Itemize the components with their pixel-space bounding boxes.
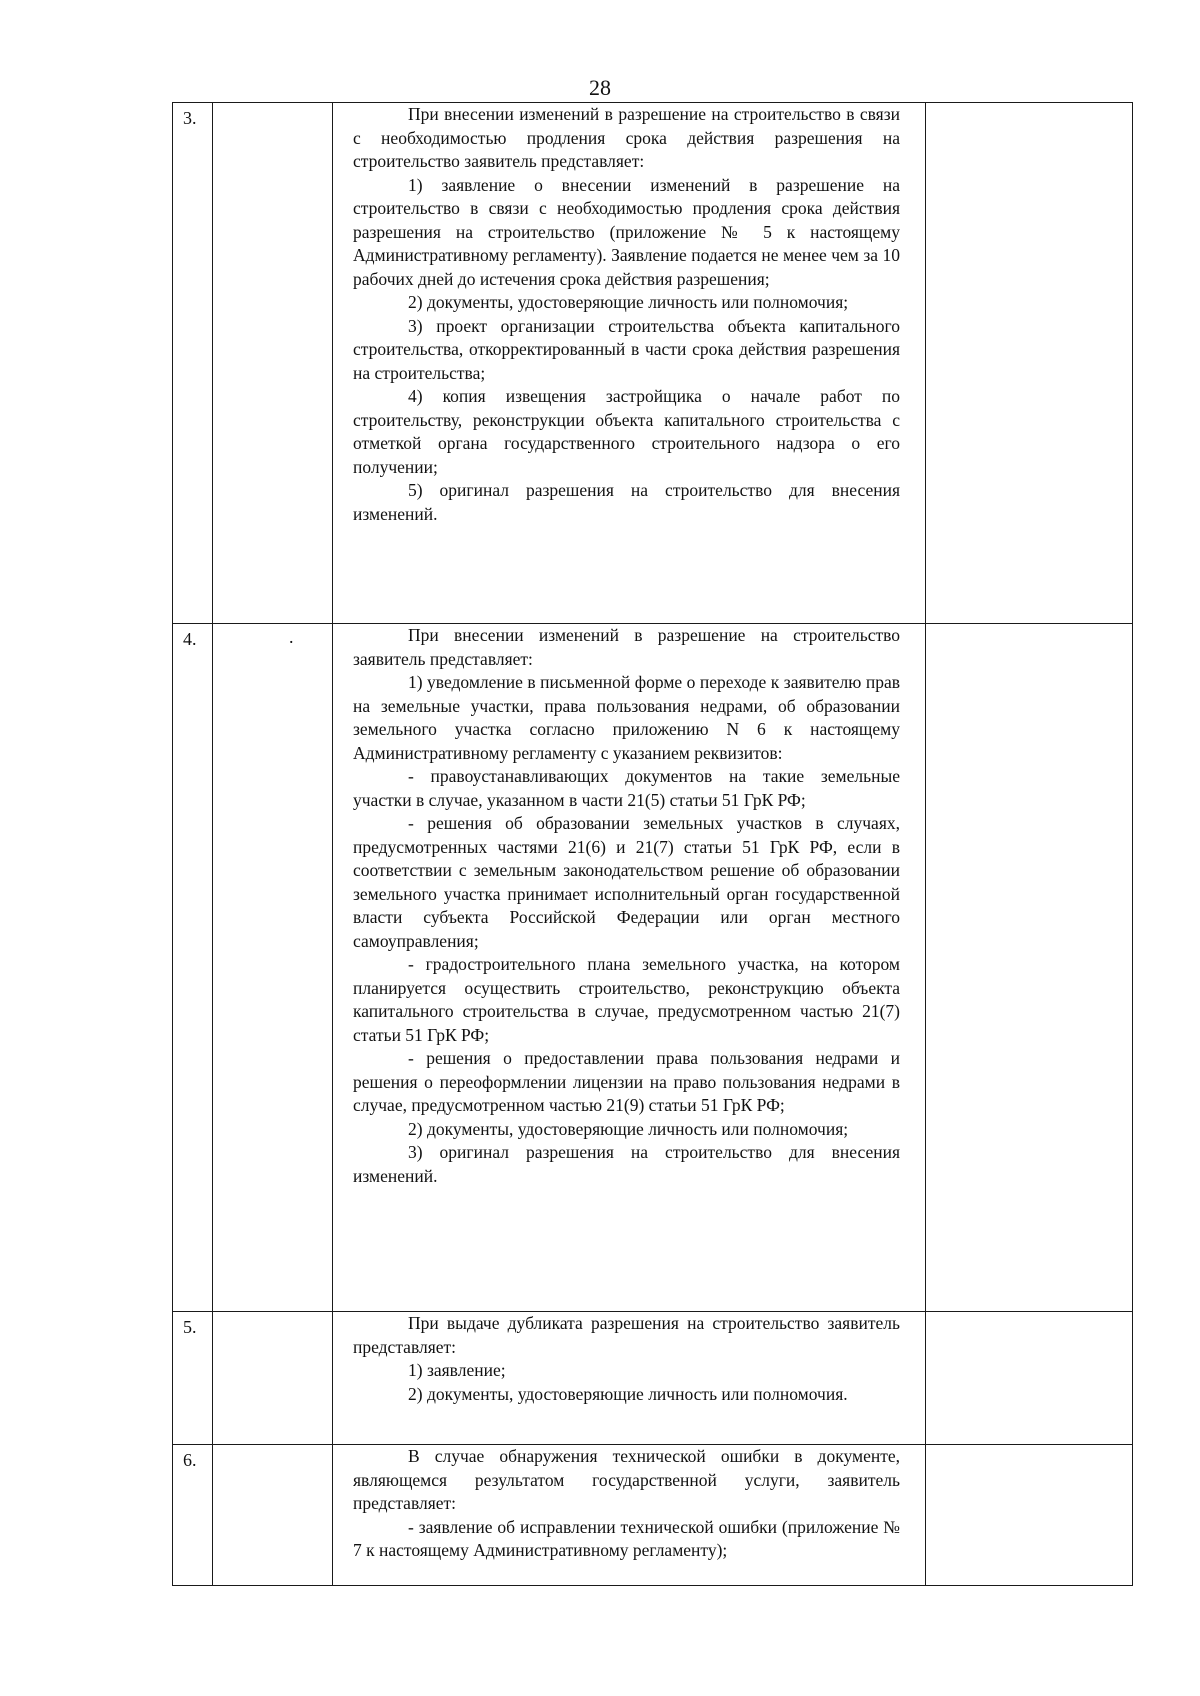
row-content-cell bbox=[333, 103, 926, 624]
paragraph: 1) заявление о внесении изменений в разрешение на строительство в связи с необходимостью продления срока действия разрешения на строительство (приложение № 5 к настоящему Административному регламенту). Заявление подается не менее чем за 10 рабочих дней до истечения срока действия разрешения; bbox=[353, 174, 900, 289]
paragraph: 1) уведомление в письменной форме о переходе к заявителю прав на земельные участки, права пользования недрами, об образовании земельного участка согласно приложению N 6 к настоящему Административному регламенту с указанием реквизитов: bbox=[353, 672, 900, 763]
row-number: 4. bbox=[183, 629, 197, 649]
row-notes-cell bbox=[926, 1312, 1133, 1445]
row-number-cell bbox=[173, 1445, 213, 1586]
paragraph: 5) оригинал разрешения на строительство для внесения изменений. bbox=[353, 480, 900, 524]
paragraph: 3) проект организации строительства объекта капитального строительства, откорректированный в части срока действия разрешения на строительства; bbox=[353, 315, 900, 383]
row-content-cell bbox=[333, 1312, 926, 1445]
row-notes-cell bbox=[926, 624, 1133, 1312]
paragraph: - решения об образовании земельных участков в случаях, предусмотренных частями 21(6) и 21(7) статьи 51 ГрК РФ, если в соответствии с земельным законодательством решение об образовании земельного участка принимает исполнительный орган государственной власти субъекта Российской Федерации или орган местного самоуправления; bbox=[353, 813, 900, 951]
paragraph: 2) документы, удостоверяющие личность или полномочия; bbox=[408, 1118, 849, 1139]
table-row bbox=[173, 1445, 1133, 1586]
paragraph: 1) заявление; bbox=[408, 1360, 506, 1380]
row-mark: . bbox=[289, 627, 294, 647]
paragraph: В случае обнаружения технической ошибки в документе, являющемся результатом государственной услуги, заявитель представляет: bbox=[353, 1446, 900, 1513]
row-empty-cell bbox=[213, 1445, 333, 1586]
paragraph: 2) документы, удостоверяющие личность или полномочия. bbox=[408, 1383, 848, 1404]
table-row bbox=[173, 103, 1133, 624]
paragraph: При внесении изменений в разрешение на строительство в связи с необходимостью продления срока действия разрешения на строительство заявитель представляет: bbox=[353, 104, 900, 171]
requirements-table bbox=[172, 102, 1133, 1586]
row-empty-cell bbox=[213, 624, 333, 1312]
row-empty-cell bbox=[213, 1312, 333, 1445]
row-number: 6. bbox=[183, 1450, 197, 1470]
row-number-cell bbox=[173, 624, 213, 1312]
table-row bbox=[173, 624, 1133, 1312]
paragraph: 2) документы, удостоверяющие личность или полномочия; bbox=[408, 292, 849, 312]
paragraph: При внесении изменений в разрешение на строительство заявитель представляет: bbox=[353, 625, 900, 669]
row-notes-cell bbox=[926, 103, 1133, 624]
row-content-cell bbox=[333, 1445, 926, 1586]
row-number: 3. bbox=[183, 108, 197, 128]
paragraph: - решения о предоставлении права пользования недрами и решения о переоформлении лицензии на право пользования недрами в случае, предусмотренном частью 21(9) статьи 51 ГрК РФ; bbox=[353, 1048, 900, 1115]
paragraph: При выдаче дубликата разрешения на строительство заявитель представляет: bbox=[353, 1313, 900, 1357]
paragraph: 4) копия извещения застройщика о начале работ по строительству, реконструкции объекта капитального строительства с отметкой органа государственного строительного надзора о его получении; bbox=[353, 386, 900, 477]
row-number: 5. bbox=[183, 1317, 197, 1337]
row-content-cell bbox=[333, 624, 926, 1312]
row-empty-cell bbox=[213, 103, 333, 624]
page-number: 28 bbox=[589, 75, 611, 100]
row-number-cell bbox=[173, 1312, 213, 1445]
paragraph: 3) оригинал разрешения на строительство для внесения изменений. bbox=[353, 1142, 900, 1186]
paragraph: - правоустанавливающих документов на такие земельные участки в случае, указанном в части 21(5) статьи 51 ГрК РФ; bbox=[353, 766, 900, 810]
row-notes-cell bbox=[926, 1445, 1133, 1586]
row-number-cell bbox=[173, 103, 213, 624]
table-row bbox=[173, 1312, 1133, 1445]
paragraph: - градостроительного плана земельного участка, на котором планируется осуществить строительство, реконструкцию объекта капитального строительства в случае, предусмотренном частью 21(7) статьи 51 ГрК РФ; bbox=[353, 954, 900, 1045]
paragraph: - заявление об исправлении технической ошибки (приложение № 7 к настоящему Административному регламенту); bbox=[353, 1516, 900, 1560]
